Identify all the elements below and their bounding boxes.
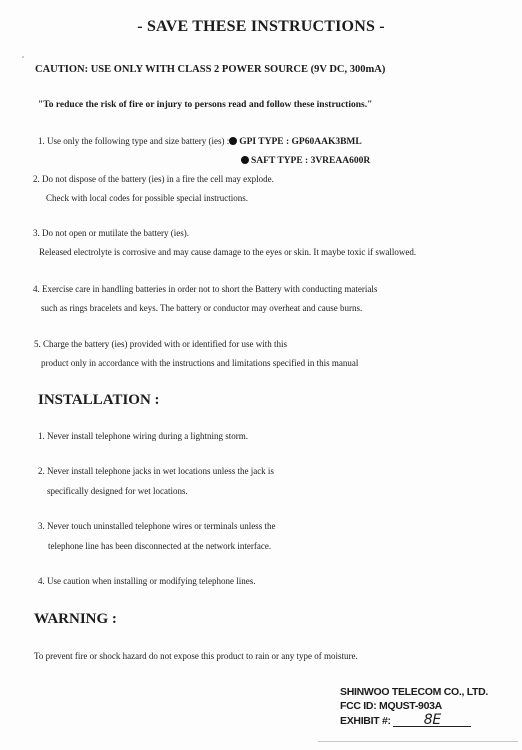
list-item-continued: product only in accordance with the instructions and limitations specified in this manual xyxy=(41,358,359,368)
installation-heading: INSTALLATION : xyxy=(38,392,160,408)
scan-artifact-line xyxy=(318,741,518,742)
exhibit-label: EXHIBIT #: xyxy=(340,715,391,727)
bullet-icon xyxy=(229,137,237,145)
list-item: 4. Exercise care in handling batteries in order not to short the Battery with conducting materials xyxy=(33,284,378,294)
caution-statement: CAUTION: USE ONLY WITH CLASS 2 POWER SOURCE (9V DC, 300mA) xyxy=(35,64,386,75)
list-item-continued: such as rings bracelets and keys. The battery or conductor may overheat and cause burns. xyxy=(41,303,363,313)
list-item-text: 1. Use only the following type and size battery (ies) : xyxy=(38,136,230,146)
list-item: 4. Use caution when installing or modifying telephone lines. xyxy=(38,576,256,586)
battery-type-saft: SAFT TYPE : 3VREAA600R xyxy=(251,156,371,166)
battery-type-gpi: GPI TYPE : GP60AAK3BML xyxy=(239,137,362,147)
list-item: 1. Never install telephone wiring during a lightning storm. xyxy=(38,431,248,441)
list-item-continued: specifically designed for wet locations. xyxy=(47,486,188,496)
company-name: SHINWOO TELECOM CO., LTD. xyxy=(340,686,489,698)
exhibit-number: 8E xyxy=(393,714,471,727)
exhibit-line xyxy=(340,714,471,727)
risk-statement: "To reduce the risk of fire or injury to persons read and follow these instructions." xyxy=(38,100,373,110)
list-item-continued: Released electrolyte is corrosive and may cause damage to the eyes or skin. It maybe toxic if swallowed. xyxy=(39,247,417,257)
list-item-continued: telephone line has been disconnected at the network interface. xyxy=(48,541,272,551)
list-item: 3. Never touch uninstalled telephone wires or terminals unless the xyxy=(38,521,276,531)
list-item: 5. Charge the battery (ies) provided with or identified for use with this xyxy=(34,339,288,349)
list-item: 3. Do not open or mutilate the battery (ies). xyxy=(33,228,189,238)
warning-heading: WARNING : xyxy=(34,611,117,627)
list-item-continued xyxy=(241,155,370,166)
bullet-icon xyxy=(241,156,249,164)
list-item: 2. Never install telephone jacks in wet locations unless the jack is xyxy=(38,466,274,476)
list-item: 2. Do not dispose of the battery (ies) in a fire the cell may explode. xyxy=(33,174,274,184)
page-title: - SAVE THESE INSTRUCTIONS - xyxy=(137,18,385,35)
list-item xyxy=(38,136,362,147)
list-item-continued: Check with local codes for possible special instructions. xyxy=(46,193,248,203)
fcc-id: FCC ID: MQUST-903A xyxy=(340,700,442,712)
warning-text: To prevent fire or shock hazard do not expose this product to rain or any type of moisture. xyxy=(34,651,358,661)
scan-artifact-dot xyxy=(22,56,24,58)
